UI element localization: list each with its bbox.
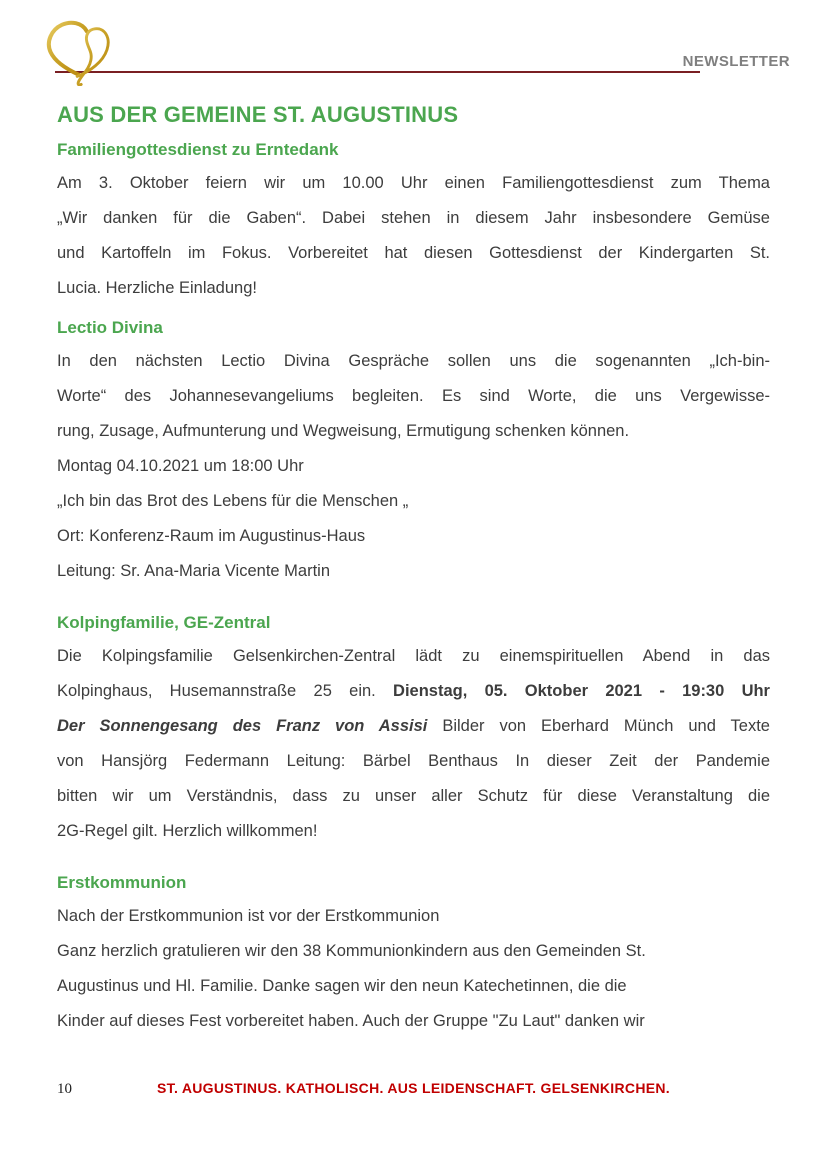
- text-line: [57, 744, 770, 779]
- text-segment: und Kartoffeln im Fokus. Vorbereitet hat diesen Gottesdienst der Kindergarten St.: [57, 244, 770, 262]
- text-segment: Bilder von Eberhard Münch und Texte: [427, 717, 770, 735]
- text-segment: Lucia. Herzliche Einladung!: [57, 279, 257, 297]
- text-line: [57, 344, 770, 379]
- text-segment: Montag 04.10.2021 um 18:00 Uhr: [57, 457, 304, 475]
- section-erstkommunion: [57, 873, 770, 1039]
- footer-tagline: ST. AUGUSTINUS. KATHOLISCH. AUS LEIDENSCHAFT. GELSENKIRCHEN.: [157, 1080, 670, 1096]
- section-familiengottesdienst: [57, 140, 770, 306]
- section-heading: Erstkommunion: [57, 873, 187, 892]
- text-segment: 2G-Regel gilt. Herzlich willkommen!: [57, 822, 318, 840]
- text-segment: Worte“ des Johannesevangeliums begleiten. Es sind Worte, die uns Vergewisse-: [57, 387, 770, 405]
- text-segment: „Ich bin das Brot des Lebens für die Menschen „: [57, 492, 409, 510]
- section-heading: Lectio Divina: [57, 318, 163, 337]
- text-segment: Kolpinghaus, Husemannstraße 25 ein.: [57, 682, 394, 700]
- text-segment: Leitung: Sr. Ana-Maria Vicente Martin: [57, 562, 331, 580]
- text-line: [57, 271, 770, 306]
- text-line: [57, 449, 770, 484]
- text-line: [57, 379, 770, 414]
- text-segment: Ort: Konferenz-Raum im Augustinus-Haus: [57, 527, 366, 545]
- text-line: [57, 201, 770, 236]
- text-line: [57, 674, 770, 709]
- page-number: 10: [57, 1081, 72, 1097]
- text-line: [57, 934, 770, 969]
- text-segment: „Wir danken für die Gaben“. Dabei stehen in diesem Jahr insbesondere Gemüse: [57, 209, 770, 227]
- text-segment: von Hansjörg Federmann Leitung: Bärbel Benthaus In dieser Zeit der Pandemie: [57, 752, 770, 770]
- text-line: [57, 899, 770, 934]
- text-segment: Die Kolpingsfamilie Gelsenkirchen-Zentral lädt zu einemspirituellen Abend in das: [57, 647, 770, 665]
- text-line: [57, 236, 770, 271]
- sections-container: [57, 140, 770, 1039]
- page-footer: [0, 1080, 827, 1110]
- text-segment: Am 3. Oktober feiern wir um 10.00 Uhr einen Familiengottesdienst zum Thema: [57, 174, 770, 192]
- text-segment: rung, Zusage, Aufmunterung und Wegweisung, Ermutigung schenken können.: [57, 422, 630, 440]
- section-lectio-divina: [57, 318, 770, 589]
- text-segment: Augustinus und Hl. Familie. Danke sagen wir den neun Katechetinnen, die die: [57, 977, 627, 995]
- text-line: [57, 484, 770, 519]
- text-line: [57, 166, 770, 201]
- text-line: [57, 814, 770, 849]
- text-line: [57, 969, 770, 1004]
- text-segment: bitten wir um Verständnis, dass zu unser aller Schutz für diese Veranstaltung die: [57, 787, 770, 805]
- text-line: [57, 1004, 770, 1039]
- text-segment: In den nächsten Lectio Divina Gespräche sollen uns die sogenannten „Ich-bin-: [57, 352, 770, 370]
- paragraph: [57, 166, 770, 306]
- section-heading: Kolpingfamilie, GE-Zentral: [57, 613, 271, 632]
- paragraph: [57, 899, 770, 1039]
- text-line: [57, 414, 770, 449]
- header-divider: [55, 71, 700, 73]
- paragraph: [57, 449, 770, 589]
- paragraph: [57, 639, 770, 849]
- text-segment: Dienstag, 05. Oktober 2021 - 19:30 Uhr: [393, 682, 770, 700]
- text-line: [57, 639, 770, 674]
- text-segment: Der Sonnengesang des Franz von Assisi: [57, 717, 428, 735]
- newsletter-body: [57, 102, 770, 1039]
- heart-logo-icon: [39, 20, 125, 86]
- text-line: [57, 779, 770, 814]
- paragraph: [57, 344, 770, 449]
- section-heading: Familiengottesdienst zu Erntedank: [57, 140, 339, 159]
- text-segment: Nach der Erstkommunion ist vor der Erstkommunion: [57, 907, 440, 925]
- newsletter-label: NEWSLETTER: [682, 53, 790, 70]
- section-kolpingfamilie: [57, 613, 770, 849]
- text-line: [57, 519, 770, 554]
- text-segment: Ganz herzlich gratulieren wir den 38 Kommunionkindern aus den Gemeinden St.: [57, 942, 646, 960]
- text-segment: Kinder auf dieses Fest vorbereitet haben. Auch der Gruppe "Zu Laut" danken wir: [57, 1012, 645, 1030]
- page-header: [57, 0, 790, 88]
- text-line: [57, 709, 770, 744]
- text-line: [57, 554, 770, 589]
- page-title: AUS DER GEMEINE ST. AUGUSTINUS: [57, 102, 459, 127]
